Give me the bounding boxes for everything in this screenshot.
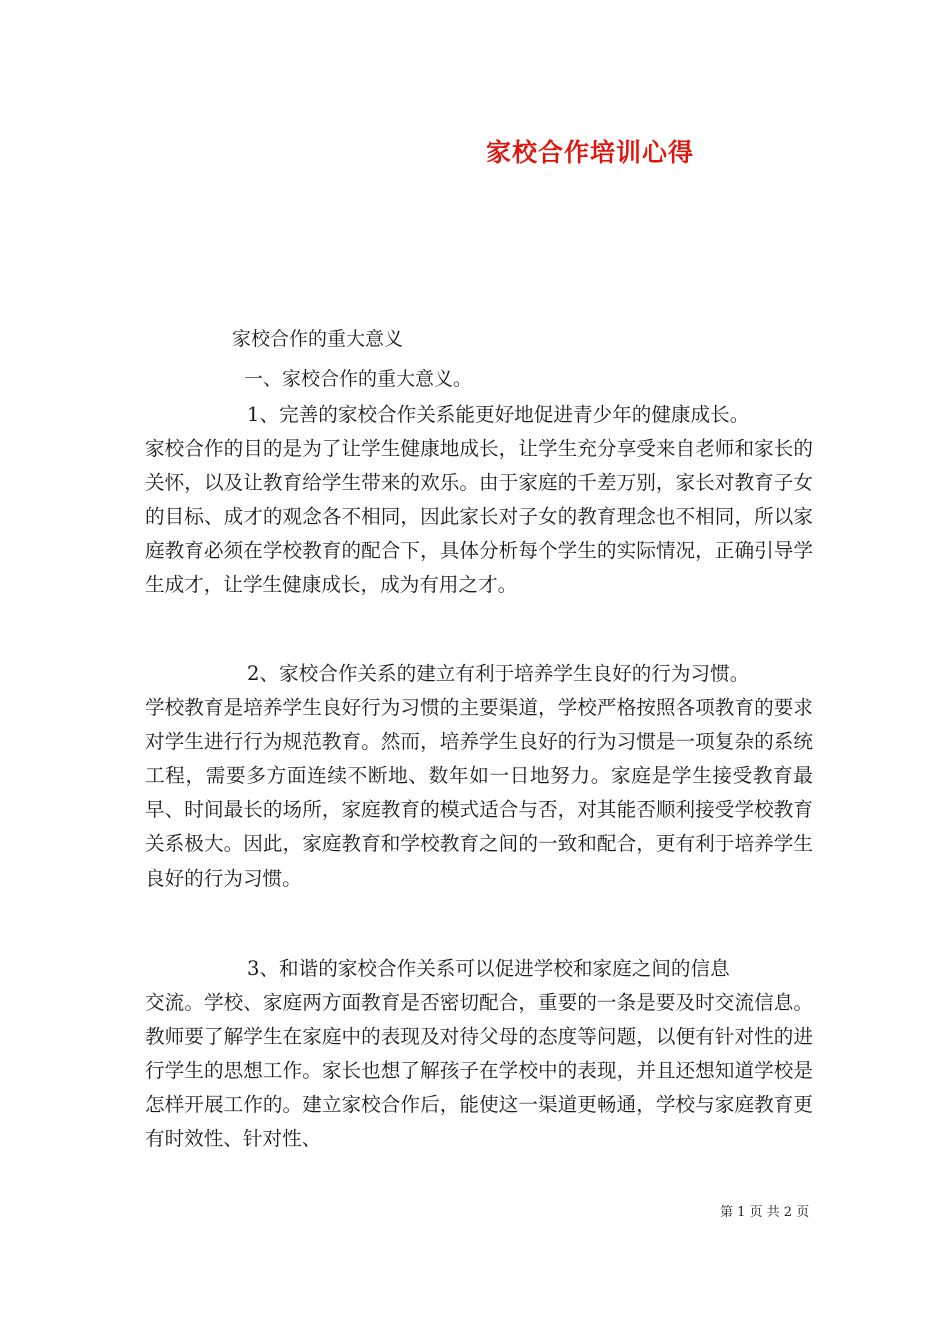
paragraph-2-lead: 2、家校合作关系的建立有利于培养学生良好的行为习惯。: [247, 662, 750, 685]
paragraph-1-body: 家校合作的目的是为了让学生健康地成长，让学生充分享受来自老师和家长的关怀，以及让教育给学生带来的欢乐。由于家庭的千差万别，家长对教育子女的目标、成才的观念各不相同，因此家长对子女的教育理念也不相同，所以家庭教育必须在学校教育的配合下，具体分析每个学生的实际情况，正确引导学生成才，让学生健康成长，成为有用之才。: [145, 437, 813, 597]
paragraph-2: [145, 657, 813, 896]
paragraph-2-body: 学校教育是培养学生良好行为习惯的主要渠道，学校严格按照各项教育的要求对学生进行行为规范教育。然而，培养学生良好的行为习惯是一项复杂的系统工程，需要多方面连续不断地、数年如一日地努力。家庭是学生接受教育最早、时间最长的场所，家庭教育的模式适合与否，对其能否顺利接受学校教育关系极大。因此，家庭教育和学校教育之间的一致和配合，更有利于培养学生良好的行为习惯。: [145, 696, 813, 890]
document-title: 家校合作培训心得: [485, 138, 694, 167]
page-footer: 第 1 页 共 2 页: [720, 1205, 810, 1220]
paragraph-3-lead: 3、和谐的家校合作关系可以促进学校和家庭之间的信息: [247, 957, 730, 980]
paragraph-1: [145, 398, 813, 603]
section-heading: 家校合作的重大意义: [232, 328, 404, 350]
paragraph-1-lead: 1、完善的家校合作关系能更好地促进青少年的健康成长。: [247, 403, 750, 426]
subheading: 一、家校合作的重大意义。: [244, 368, 473, 390]
paragraph-3-body: 交流。学校、家庭两方面教育是否密切配合，重要的一条是要及时交流信息。教师要了解学生在家庭中的表现及对待父母的态度等问题，以便有针对性的进行学生的思想工作。家长也想了解孩子在学校中的表现，并且还想知道学校是怎样开展工作的。建立家校合作后，能使这一渠道更畅通，学校与家庭教育更有时效性、针对性、: [145, 991, 813, 1151]
paragraph-3: [145, 952, 813, 1157]
